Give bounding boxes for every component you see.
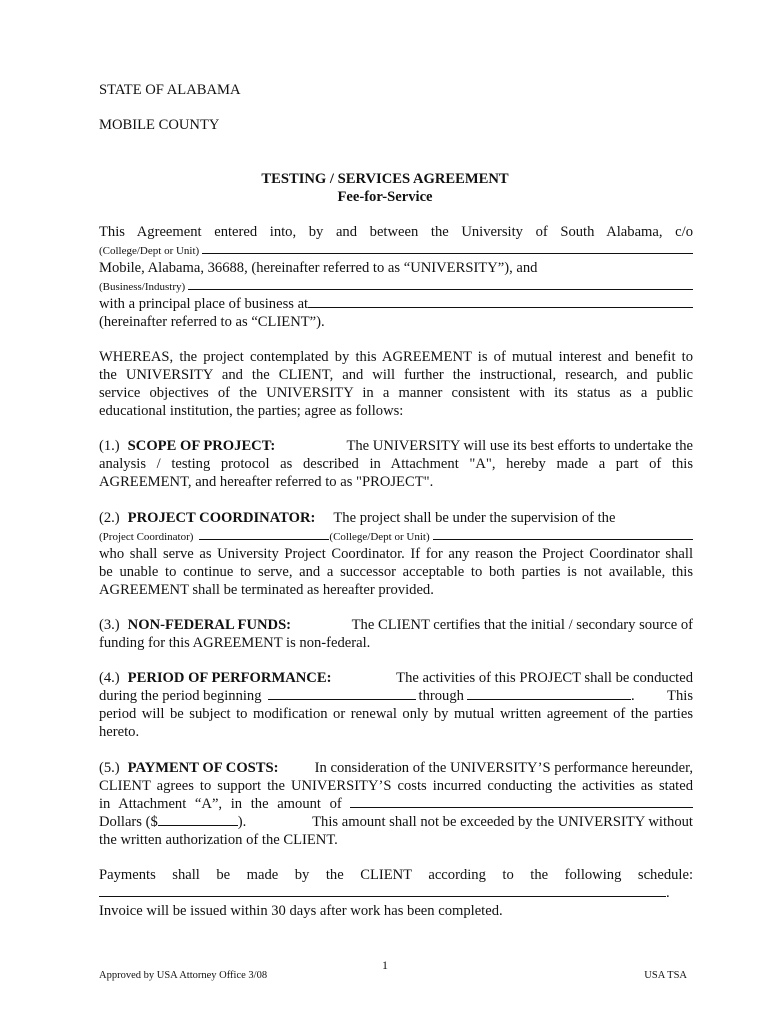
address-field-blank[interactable] (308, 295, 693, 308)
section-3-number: (3.) (99, 617, 120, 633)
dollars-close: ). (237, 814, 247, 830)
payment-schedule-period: . (666, 885, 670, 901)
business-field-blank[interactable] (188, 277, 693, 290)
section-3-heading-row (99, 616, 693, 634)
intro-line-1: This Agreement entered into, by and between the University of South Alabama, c/o (99, 224, 693, 240)
section-2-heading-row (99, 509, 693, 527)
coordinator-college-label: (College/Dept or Unit) (329, 531, 430, 543)
approval-note: Approved by USA Attorney Office 3/08 (99, 970, 268, 981)
county-line: MOBILE COUNTY (99, 117, 220, 133)
period-through-label: through (418, 688, 464, 704)
section-5-heading: PAYMENT OF COSTS: (127, 760, 279, 776)
section-5-text-5: the written authorization of the CLIENT. (99, 832, 338, 848)
period-field-row (99, 687, 693, 705)
period-begin-blank[interactable] (268, 687, 416, 700)
payments-line-1: Payments shall be made by the CLIENT according to the following schedule: (99, 867, 693, 883)
business-field-label: (Business/Industry) (99, 281, 186, 293)
form-code: USA TSA (644, 970, 687, 981)
section-4-text-4: hereto. (99, 724, 140, 740)
section-5-number: (5.) (99, 760, 120, 776)
college-field-row (99, 241, 693, 260)
whereas-line-3: service objectives of the UNIVERSITY in a manner consistent with its status as a public (99, 385, 693, 401)
college-field-blank[interactable] (202, 241, 693, 254)
section-2-text-5: AGREEMENT shall be terminated as hereafter provided. (99, 582, 434, 598)
coordinator-field-label: (Project Coordinator) (99, 531, 194, 543)
section-2-number: (2.) (99, 510, 120, 526)
section-1-text-3: AGREEMENT, and hereafter referred to as "PROJECT". (99, 474, 434, 490)
whereas-line-1: WHEREAS, the project contemplated by this AGREEMENT is of mutual interest and benefit to (99, 349, 693, 365)
section-3-text-1: The CLIENT certifies that the initial / secondary source of (351, 617, 693, 633)
payment-schedule-blank[interactable] (99, 884, 666, 897)
section-1-text-2: analysis / testing protocol as described in Attachment "A", hereby made a part of this (99, 456, 693, 472)
address-field-label: with a principal place of business at (99, 296, 309, 312)
amount-words-blank[interactable] (350, 795, 693, 808)
section-1-text-1: The UNIVERSITY will use its best efforts to undertake the (346, 438, 693, 454)
state-line: STATE OF ALABAMA (99, 82, 241, 98)
section-5-heading-row (99, 759, 693, 777)
whereas-line-4: educational institution, the parties; agree as follows: (99, 403, 404, 419)
invoice-line: Invoice will be issued within 30 days after work has been completed. (99, 903, 503, 919)
section-4-text-1: The activities of this PROJECT shall be conducted (396, 670, 693, 686)
agreement-subtitle: Fee-for-Service (337, 189, 433, 205)
amount-field-label: in Attachment “A”, in the amount of (99, 796, 342, 812)
period-end-period: . (630, 688, 635, 704)
dollars-field-row (99, 813, 693, 831)
section-5-text-4: This amount shall not be exceeded by the UNIVERSITY without (312, 814, 693, 830)
whereas-line-2: the UNIVERSITY and the CLIENT, and will further the instructional, research, and public (99, 367, 693, 383)
payment-schedule-row (99, 884, 693, 902)
amount-field-row (99, 795, 693, 813)
section-2-text-4: be unable to continue to serve, and a successor acceptable to both parties is not available, this (99, 564, 693, 580)
section-2-text-3: who shall serve as University Project Coordinator. If for any reason the Project Coordinator shall (99, 546, 693, 562)
section-4-heading: PERIOD OF PERFORMANCE: (127, 670, 332, 686)
section-4-number: (4.) (99, 670, 120, 686)
period-begin-label: during the period beginning (99, 688, 262, 704)
dollars-label: Dollars ($ (99, 814, 158, 830)
section-2-text-1: The project shall be under the supervision of the (333, 510, 616, 526)
section-3-text-2: funding for this AGREEMENT is non-federal. (99, 635, 371, 651)
agreement-title: TESTING / SERVICES AGREEMENT (261, 171, 509, 187)
section-5-text-1: In consideration of the UNIVERSITY’S performance hereunder, (314, 760, 693, 776)
intro-line-3: Mobile, Alabama, 36688, (hereinafter referred to as “UNIVERSITY”), and (99, 260, 538, 276)
period-end-blank[interactable] (467, 687, 631, 700)
intro-line-6: (hereinafter referred to as “CLIENT”). (99, 314, 325, 330)
section-1-heading: SCOPE OF PROJECT: (127, 438, 276, 454)
section-4-text-3: period will be subject to modification or renewal only by mutual written agreement of the parties (99, 706, 693, 722)
college-field-label: (College/Dept or Unit) (99, 245, 200, 257)
business-field-row (99, 277, 693, 296)
coordinator-field-blank[interactable] (199, 527, 329, 540)
address-field-row (99, 295, 693, 313)
period-this-word: This (667, 688, 693, 704)
coordinator-field-row (99, 527, 693, 546)
page-number: 1 (382, 958, 388, 972)
dollars-amount-blank[interactable] (158, 813, 238, 826)
coordinator-college-blank[interactable] (433, 527, 693, 540)
section-5-text-2: CLIENT agrees to support the UNIVERSITY’S costs incurred conducting the activities as stated (99, 778, 693, 794)
section-1-heading-row (99, 437, 693, 455)
section-2-heading: PROJECT COORDINATOR: (127, 510, 316, 526)
section-4-heading-row (99, 669, 693, 687)
section-3-heading: NON-FEDERAL FUNDS: (127, 617, 292, 633)
section-1-number: (1.) (99, 438, 120, 454)
